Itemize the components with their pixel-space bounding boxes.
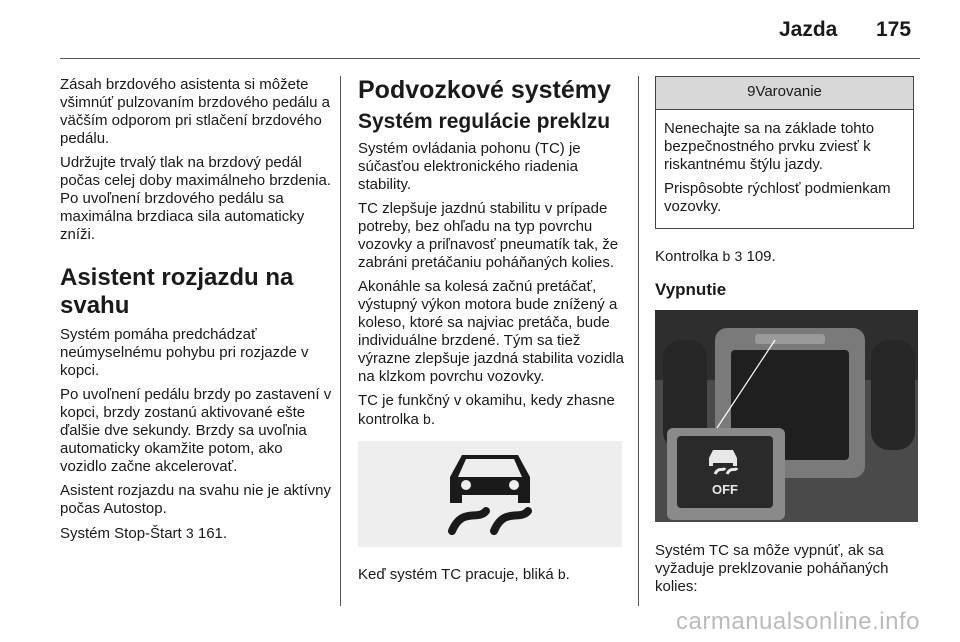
paragraph: Zásah brzdového asistenta si môžete všimnúť pulzovaním brzdového pedálu a väčším odporom pri stlačení brzdového pedálu. [60, 76, 330, 147]
switch-off-heading: Vypnutie [655, 280, 727, 299]
paragraph: Systém TC sa môže vypnúť, ak sa vyžaduje preklzovanie poháňaných kolies: [655, 542, 889, 595]
tc-lamp-icon: b [423, 411, 431, 427]
tc-lamp-icon: b [557, 566, 566, 582]
paragraph: Akonáhle sa kolesá začnú pretáčať, výstupný výkon motora bude znížený a koleso, ktoré sa najviac pretáča, bude individuálne brzdené. Tým sa tiež výrazne zlepšuje jazdná stabilita vozidla na klzkom povrchu vozovky. [358, 278, 624, 385]
cross-reference[interactable]: Systém Stop-Štart 3 161. [60, 525, 228, 542]
arrow-ref-icon: 3 [185, 525, 194, 541]
header-section-title: Jazda [779, 18, 838, 41]
tc-lamp-icon: b [722, 248, 731, 264]
column-2 [358, 76, 628, 590]
paragraph: Asistent rozjazdu na svahu nie je aktívny počas Autostop. [60, 482, 331, 517]
tc-illustration [358, 441, 622, 547]
paragraph: Po uvoľnení pedálu brzdy po zastavení v kopci, brzdy zostanú aktivované ešte ďalšie dve sekundy. Brzdy sa uvoľnia automaticky okamžite potom, ako vozidlo začne akcelerovať. [60, 386, 332, 475]
column-3 [655, 76, 920, 602]
warning-title: Varovanie [755, 83, 822, 100]
section-title: Podvozkové systémy [358, 76, 611, 104]
warning-box [655, 76, 914, 229]
page-number: 175 [876, 18, 912, 41]
warning-body [656, 110, 913, 228]
column-divider-2 [638, 76, 639, 606]
warning-triangle-icon: 9 [747, 83, 756, 100]
paragraph: Udržujte trvalý tlak na brzdový pedál počas celej doby maximálneho brzdenia. Po uvoľnení brzdového pedálu sa maximálna brzdiaca sila automaticky zníži. [60, 154, 331, 243]
paragraph: Systém ovládania pohonu (TC) je súčasťou elektronického riadenia stability. [358, 140, 581, 193]
paragraph: Prispôsobte rýchlosť podmienkam vozovky. [664, 180, 891, 215]
paragraph: Systém pomáha predchádzať neúmyselnému pohybu pri rozjazde v kopci. [60, 326, 309, 379]
header-divider [60, 58, 920, 59]
warning-header [656, 77, 913, 110]
paragraph: TC je funkčný v okamihu, kedy zhasne kontrolka b. [358, 392, 615, 428]
dashboard-photo [655, 310, 918, 522]
hill-start-heading: Asistent rozjazdu na svahu [60, 264, 294, 319]
cross-reference[interactable]: Kontrolka b 3 109. [655, 248, 776, 265]
watermark: carmanualsonline.info [676, 608, 920, 635]
arrow-ref-icon: 3 [734, 248, 743, 264]
paragraph: Keď systém TC pracuje, bliká b. [358, 566, 570, 583]
column-divider-1 [340, 76, 341, 606]
column-1 [60, 76, 332, 549]
paragraph: TC zlepšuje jazdnú stabilitu v prípade potreby, bez ohľadu na typ povrchu vozovky a priľnavosť pneumatík tak, že zabráni pretáčaniu poháňaných kolies. [358, 200, 619, 271]
paragraph: Nenechajte sa na základe tohto bezpečnostného prvku zviesť k riskantnému štýlu jazdy. [664, 120, 875, 173]
subsection-title: Systém regulácie preklzu [358, 110, 611, 133]
svg-text:OFF: OFF [712, 482, 738, 497]
tc-skid-car-icon [358, 441, 622, 547]
